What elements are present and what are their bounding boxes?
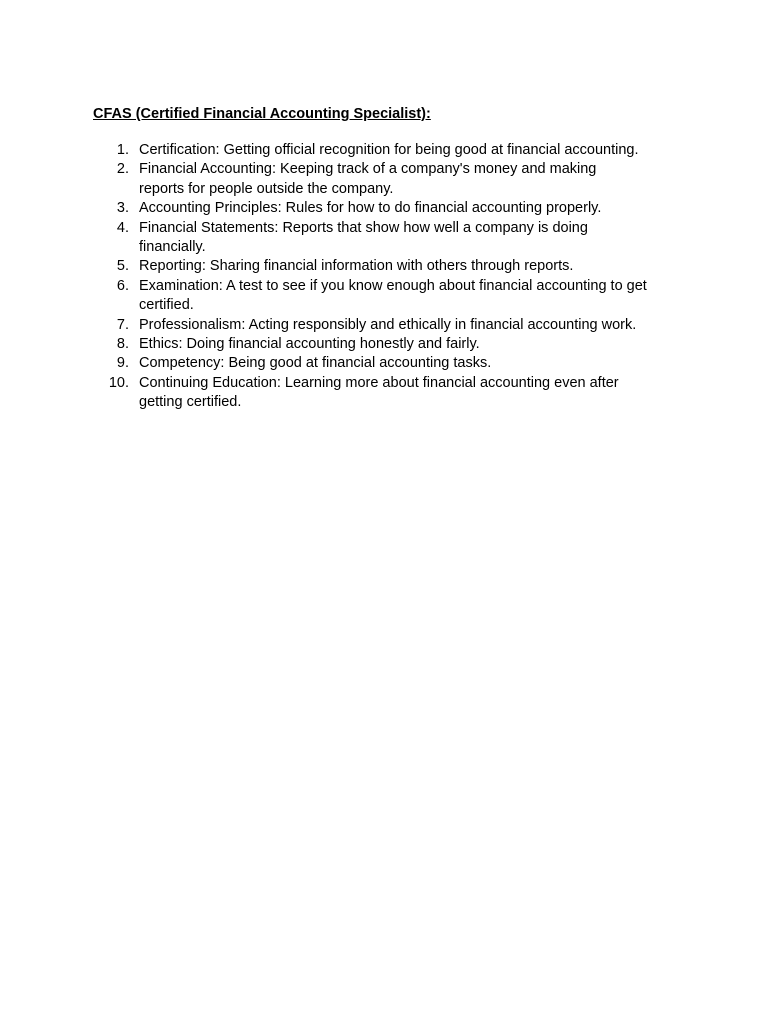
list-item	[93, 354, 693, 373]
list-item-text: Financial Accounting: Keeping track of a company's money and making reports for people outside the company.	[139, 161, 597, 197]
list-item-number: 5.	[116, 258, 129, 275]
list-item-number: 4.	[116, 219, 129, 236]
list-item-number: 6.	[116, 277, 129, 294]
document-heading: CFAS (Certified Financial Accounting Specialist):	[93, 106, 431, 122]
list-item	[93, 374, 693, 413]
list-item-text: Continuing Education: Learning more about financial accounting even after getting certified.	[139, 374, 619, 411]
list-item-number: 8.	[116, 336, 129, 353]
list-item	[93, 141, 693, 160]
list-item	[93, 219, 693, 258]
list-item-text: Certification: Getting official recognition for being good at financial accounting.	[139, 142, 639, 158]
list-item	[93, 160, 693, 199]
list-item-number: 7.	[116, 316, 129, 333]
list-item-text: Examination: A test to see if you know enough about financial accounting to get certified.	[139, 277, 647, 314]
list-item	[93, 335, 693, 354]
list-item-text: Ethics: Doing financial accounting honestly and fairly.	[139, 336, 480, 353]
list-item	[93, 277, 693, 316]
list-item	[93, 199, 693, 218]
list-item-number: 3.	[116, 200, 129, 217]
list-item-number: 9.	[116, 355, 129, 372]
list-item	[93, 257, 693, 276]
numbered-list	[93, 141, 693, 413]
list-item-text: Competency: Being good at financial accounting tasks.	[139, 355, 492, 372]
list-item	[93, 316, 693, 335]
list-item-number: 2.	[116, 161, 129, 178]
list-item-text: Reporting: Sharing financial information with others through reports.	[139, 258, 574, 275]
list-item-number: 10.	[108, 374, 129, 391]
list-item-text: Professionalism: Acting responsibly and ethically in financial accounting work.	[139, 316, 637, 333]
list-item-text: Accounting Principles: Rules for how to do financial accounting properly.	[139, 200, 602, 217]
list-item-number: 1.	[116, 142, 129, 158]
list-item-text: Financial Statements: Reports that show how well a company is doing financially.	[139, 219, 588, 256]
